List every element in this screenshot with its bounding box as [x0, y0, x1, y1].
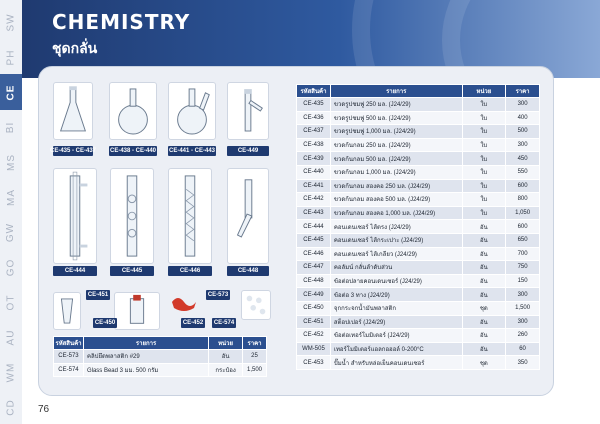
- tab-cd[interactable]: [0, 389, 22, 424]
- table-row: [297, 193, 540, 207]
- stopper-image: [53, 292, 81, 330]
- table-row: [297, 165, 540, 179]
- two-neck-flask-image: [168, 82, 216, 140]
- tab-gw[interactable]: [0, 214, 22, 250]
- page-number: 76: [38, 404, 50, 415]
- label-ce-435-437: CE-435 - CE-437: [49, 148, 97, 154]
- tab-ce[interactable]: [0, 74, 22, 110]
- unit-cell: อัน: [462, 329, 506, 343]
- price-cell: 25: [243, 350, 267, 364]
- tab-label: GW: [5, 222, 17, 242]
- table-row: [297, 274, 540, 288]
- bulb-condenser-image: [110, 168, 154, 264]
- table-row: [297, 342, 540, 356]
- code-cell: CE-444: [297, 220, 331, 234]
- code-cell: CE-437: [297, 125, 331, 139]
- unit-cell: อัน: [462, 274, 506, 288]
- label-ce-450: CE-450: [94, 320, 116, 326]
- table-row: [54, 350, 267, 364]
- tab-ms[interactable]: [0, 144, 22, 180]
- column-header: หน่วย: [209, 337, 243, 350]
- code-cell: CE-446: [297, 247, 331, 261]
- tab-label: MS: [5, 153, 17, 171]
- price-cell: 500: [506, 125, 540, 139]
- tab-ma[interactable]: [0, 179, 22, 215]
- price-cell: 60: [506, 342, 540, 356]
- product-price-table: [296, 84, 540, 370]
- item-cell: ขวดรูปชมพู่ 250 มล. (J24/29): [330, 98, 462, 112]
- table-row: [297, 301, 540, 315]
- unit-cell: ใบ: [462, 193, 506, 207]
- item-cell: คอนเดนเซอร์ ไส้กระเปาะ (J24/29): [330, 233, 462, 247]
- thermometer-adapter-image: [114, 292, 160, 330]
- tab-au[interactable]: [0, 319, 22, 355]
- price-cell: 600: [506, 179, 540, 193]
- code-cell: CE-440: [297, 165, 331, 179]
- table-row: [297, 356, 540, 370]
- price-cell: 550: [506, 165, 540, 179]
- tab-label: GO: [5, 258, 17, 276]
- section-tab-strip: [0, 0, 22, 424]
- label-ce-449: CE-449: [227, 146, 269, 156]
- price-cell: 1,050: [506, 206, 540, 220]
- unit-cell: อัน: [462, 315, 506, 329]
- code-cell: WM-505: [297, 342, 331, 356]
- table-row: [297, 152, 540, 166]
- price-cell: 800: [506, 193, 540, 207]
- item-cell: Glass Bead 3 มม. 500 กรัม: [83, 363, 208, 377]
- condenser-adapter-image: [227, 168, 269, 264]
- price-cell: 260: [506, 329, 540, 343]
- label-ce-445: CE-445: [110, 266, 154, 276]
- column-header: รายการ: [83, 337, 208, 350]
- label-ce-438-440: CE-438 - CE-440: [109, 148, 157, 154]
- erlenmeyer-flask-image: [53, 82, 93, 140]
- column-header: ราคา: [243, 337, 267, 350]
- tab-label: BI: [5, 121, 17, 133]
- price-cell: 1,500: [506, 301, 540, 315]
- tab-label: SW: [5, 12, 17, 32]
- page-subtitle: ชุดกลั่น: [52, 41, 98, 57]
- plastic-clip-image: [168, 292, 200, 316]
- table-row: [297, 179, 540, 193]
- label-ce-451: CE-451: [87, 292, 109, 298]
- table-row: [297, 288, 540, 302]
- page-title: CHEMISTRY: [52, 10, 191, 34]
- label-ce-441-443: CE-441 - CE-443: [168, 148, 216, 154]
- tab-ot[interactable]: [0, 284, 22, 320]
- item-cell: ขวดก้นกลม 1,000 มล. (J24/29): [330, 165, 462, 179]
- column-header: รหัสสินค้า: [54, 337, 84, 350]
- unit-cell: ใบ: [462, 165, 506, 179]
- code-cell: CE-435: [297, 98, 331, 112]
- unit-cell: กระป๋อง: [209, 363, 243, 377]
- unit-cell: อัน: [462, 220, 506, 234]
- unit-cell: อัน: [462, 288, 506, 302]
- table-row: [297, 206, 540, 220]
- table-row: [297, 247, 540, 261]
- label-ce-444: CE-444: [53, 266, 97, 276]
- price-cell: 450: [506, 152, 540, 166]
- price-cell: 1,500: [243, 363, 267, 377]
- column-header: รายการ: [330, 85, 462, 98]
- item-cell: ขวดก้นกลม สองคอ 250 มล. (J24/29): [330, 179, 462, 193]
- item-cell: ขวดก้นกลม สองคอ 500 มล. (J24/29): [330, 193, 462, 207]
- tab-wm[interactable]: [0, 354, 22, 390]
- price-cell: 300: [506, 288, 540, 302]
- tab-bi[interactable]: [0, 109, 22, 145]
- unit-cell: ชุด: [462, 301, 506, 315]
- price-cell: 300: [506, 138, 540, 152]
- code-cell: CE-452: [297, 329, 331, 343]
- table-row: [297, 111, 540, 125]
- code-cell: CE-451: [297, 315, 331, 329]
- code-cell: CE-442: [297, 193, 331, 207]
- label-ce-573: CE-573: [207, 292, 229, 298]
- tab-label: CD: [5, 398, 17, 416]
- code-cell: CE-449: [297, 288, 331, 302]
- unit-cell: ใบ: [462, 111, 506, 125]
- code-cell: CE-438: [297, 138, 331, 152]
- label-ce-574: CE-574: [213, 320, 235, 326]
- label-ce-452: CE-452: [182, 320, 204, 326]
- price-cell: 650: [506, 233, 540, 247]
- unit-cell: อัน: [462, 247, 506, 261]
- unit-cell: ใบ: [462, 98, 506, 112]
- straight-condenser-image: [53, 168, 97, 264]
- price-cell: 300: [506, 98, 540, 112]
- table-row: [297, 138, 540, 152]
- tab-label: MA: [5, 188, 17, 206]
- item-cell: ข้อต่อปลายคอนเดนเซอร์ (J24/29): [330, 274, 462, 288]
- item-cell: คอลัมน์ กลั่นลำดับส่วน: [330, 261, 462, 275]
- table-row: [297, 329, 540, 343]
- item-cell: ข้อต่อ 3 ทาง (J24/29): [330, 288, 462, 302]
- table-row: [297, 125, 540, 139]
- tab-ph[interactable]: [0, 39, 22, 75]
- code-cell: CE-574: [54, 363, 84, 377]
- unit-cell: ใบ: [462, 125, 506, 139]
- tab-label: CE: [5, 84, 17, 100]
- unit-cell: ชุด: [462, 356, 506, 370]
- glass-bead-image: [241, 290, 271, 320]
- tab-sw[interactable]: [0, 4, 22, 40]
- unit-cell: ใบ: [462, 206, 506, 220]
- unit-cell: ใบ: [462, 179, 506, 193]
- three-way-adapter-image: [227, 82, 269, 140]
- unit-cell: อัน: [462, 342, 506, 356]
- code-cell: CE-448: [297, 274, 331, 288]
- column-header: รหัสสินค้า: [297, 85, 331, 98]
- code-cell: CE-436: [297, 111, 331, 125]
- price-cell: 750: [506, 261, 540, 275]
- price-cell: 700: [506, 247, 540, 261]
- coil-condenser-image: [168, 168, 212, 264]
- table-row: [297, 233, 540, 247]
- item-cell: ขวดก้นกลม 500 มล. (J24/29): [330, 152, 462, 166]
- code-cell: CE-439: [297, 152, 331, 166]
- item-cell: ข้อต่อเทอร์โมมิเตอร์ (J24/29): [330, 329, 462, 343]
- item-cell: เทอร์โมมิเตอร์แอลกอฮอล์ 0-200°C: [330, 342, 462, 356]
- price-cell: 150: [506, 274, 540, 288]
- column-header: ราคา: [506, 85, 540, 98]
- code-cell: CE-445: [297, 233, 331, 247]
- item-cell: คอนเดนเซอร์ ไส้เกลียว (J24/29): [330, 247, 462, 261]
- unit-cell: อัน: [209, 350, 243, 364]
- item-cell: จุกกระจกน้ำมันพลาสติก: [330, 301, 462, 315]
- tab-label: OT: [5, 294, 17, 310]
- table-row: [297, 261, 540, 275]
- price-cell: 600: [506, 220, 540, 234]
- round-bottom-flask-image: [109, 82, 157, 140]
- tab-label: AU: [5, 329, 17, 345]
- price-cell: 350: [506, 356, 540, 370]
- code-cell: CE-573: [54, 350, 84, 364]
- unit-cell: ใบ: [462, 152, 506, 166]
- code-cell: CE-441: [297, 179, 331, 193]
- item-cell: ขวดรูปชมพู่ 1,000 มล. (J24/29): [330, 125, 462, 139]
- tab-label: PH: [5, 49, 17, 65]
- item-cell: ขวดก้นกลม สองคอ 1,000 มล. (J24/29): [330, 206, 462, 220]
- table-row: [54, 363, 267, 377]
- item-cell: คอนเดนเซอร์ ไส้ตรง (J24/29): [330, 220, 462, 234]
- column-header: หน่วย: [462, 85, 506, 98]
- table-row: [297, 315, 540, 329]
- table-row: [297, 220, 540, 234]
- accessory-price-table: [53, 336, 267, 377]
- code-cell: CE-450: [297, 301, 331, 315]
- label-ce-446: CE-446: [168, 266, 212, 276]
- item-cell: สต็อปเปอร์ (J24/29): [330, 315, 462, 329]
- tab-go[interactable]: [0, 249, 22, 285]
- price-cell: 300: [506, 315, 540, 329]
- tab-label: WM: [5, 362, 17, 382]
- unit-cell: อัน: [462, 261, 506, 275]
- table-row: [297, 98, 540, 112]
- item-cell: ขวดก้นกลม 250 มล. (J24/29): [330, 138, 462, 152]
- label-ce-448: CE-448: [227, 266, 269, 276]
- item-cell: ปั๊มน้ำ สำหรับหล่อเย็นคอนเดนเซอร์: [330, 356, 462, 370]
- code-cell: CE-447: [297, 261, 331, 275]
- code-cell: CE-453: [297, 356, 331, 370]
- item-cell: ขวดรูปชมพู่ 500 มล. (J24/29): [330, 111, 462, 125]
- unit-cell: ใบ: [462, 138, 506, 152]
- code-cell: CE-443: [297, 206, 331, 220]
- unit-cell: อัน: [462, 233, 506, 247]
- price-cell: 400: [506, 111, 540, 125]
- item-cell: คลิปยึดพลาสติก #29: [83, 350, 208, 364]
